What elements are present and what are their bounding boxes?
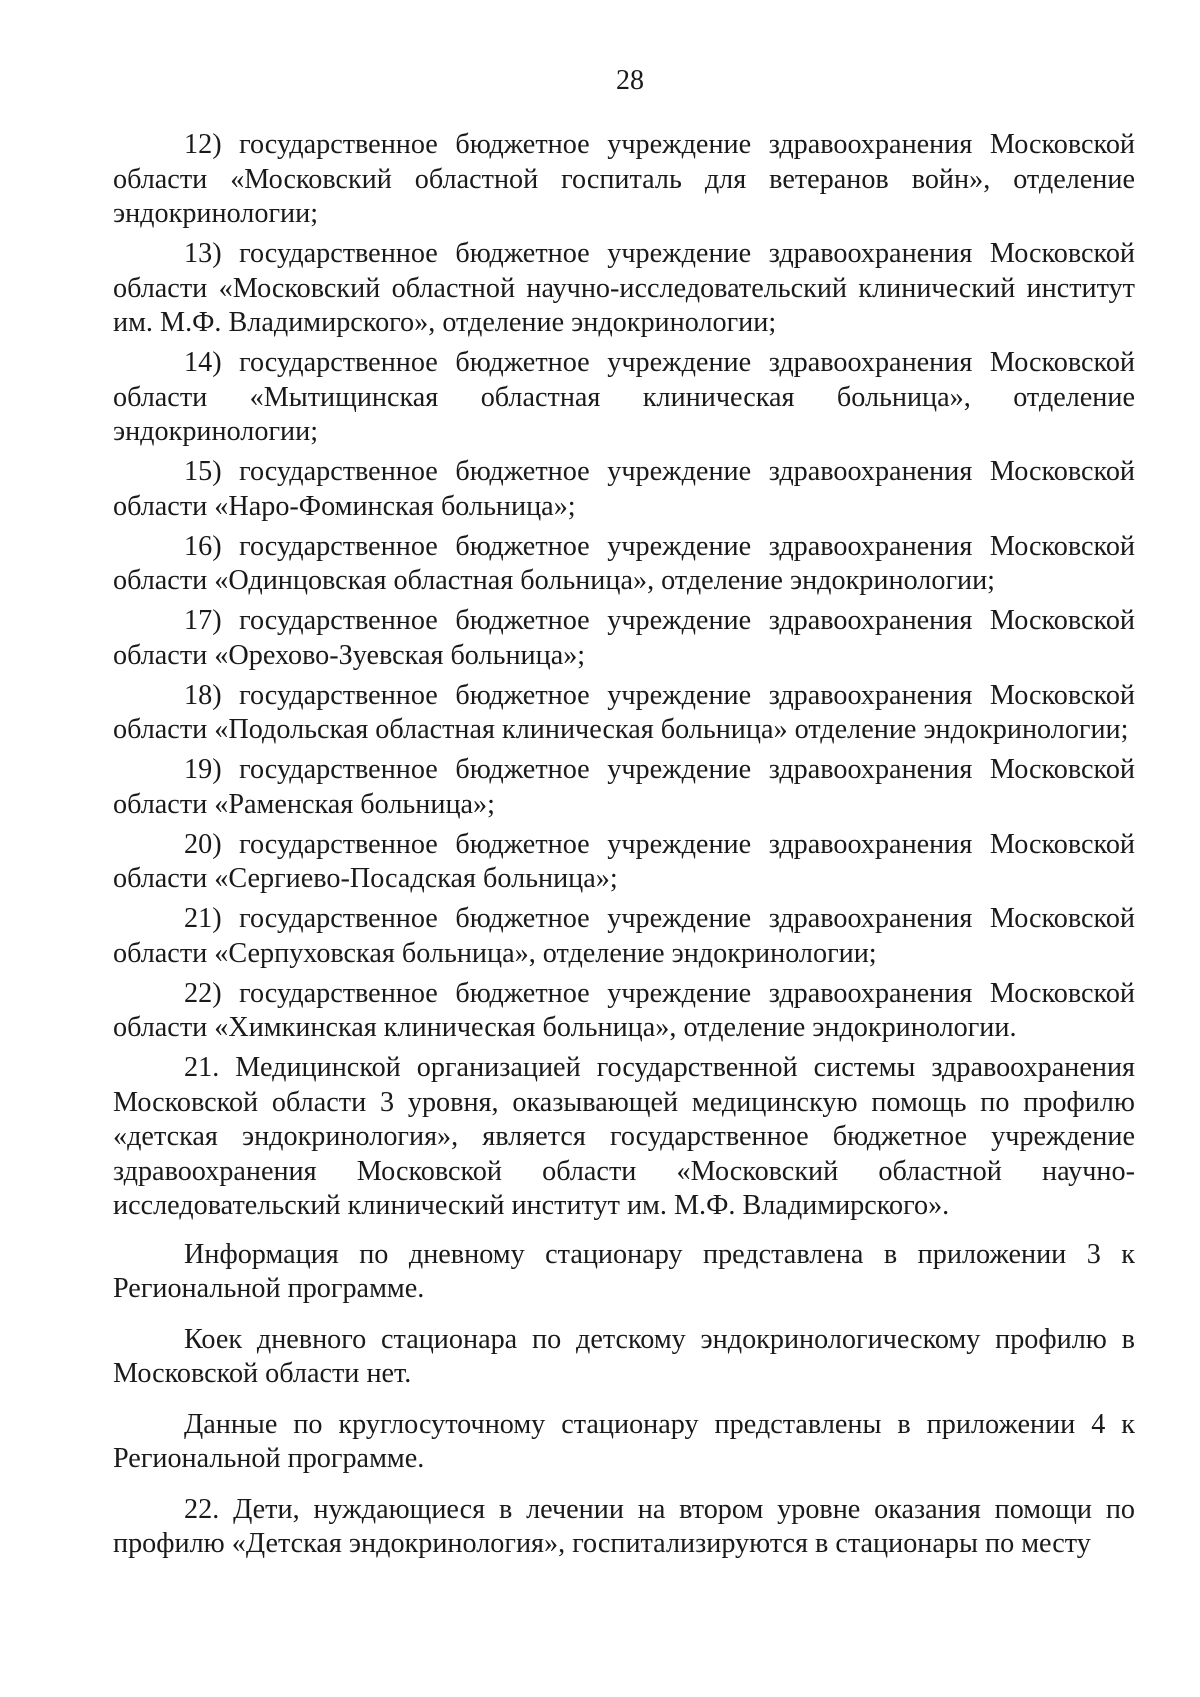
section-number: 21. — [184, 1052, 220, 1083]
section-number: 22. — [184, 1493, 220, 1525]
list-item — [113, 679, 1135, 748]
paragraph-text: Данные по круглосуточному стационару представлены в приложении 4 к Региональной программе. — [113, 1408, 1135, 1474]
list-item-number: 17) — [184, 605, 222, 636]
list-item-number: 14) — [184, 347, 222, 378]
list-item-number: 18) — [184, 679, 222, 711]
body-paragraph — [113, 1323, 1135, 1392]
section-paragraph — [113, 1493, 1135, 1562]
list-item — [113, 346, 1135, 450]
list-item-number: 22) — [184, 977, 222, 1009]
list-item-text: государственное бюджетное учреждение здравоохранения Московской области «Одинцовская областная больница», отделение эндокринологии; — [113, 530, 1135, 596]
list-item-text: государственное бюджетное учреждение здравоохранения Московской области «Московский областной госпиталь для ветеранов войн», отделение эндокринологии; — [113, 129, 1135, 229]
list-item-text: государственное бюджетное учреждение здравоохранения Московской области «Орехово-Зуевская больница»; — [113, 605, 1135, 671]
list-item-text: государственное бюджетное учреждение здравоохранения Московской области «Раменская больница»; — [113, 754, 1135, 820]
list-item-number: 15) — [184, 456, 222, 487]
list-item — [113, 828, 1135, 897]
list-item — [113, 902, 1135, 971]
list-item-text: государственное бюджетное учреждение здравоохранения Московской области «Наро-Фоминская больница»; — [113, 456, 1135, 522]
paragraph-text: Информация по дневному стационару представлена в приложении 3 к Региональной программе. — [113, 1238, 1135, 1304]
paragraph-text: Дети, нуждающиеся в лечении на втором уровне оказания помощи по профилю «Детская эндокринология», госпитализируются в стационары по месту — [113, 1493, 1135, 1559]
list-item-text: государственное бюджетное учреждение здравоохранения Московской области «Московский областной научно-исследовательский клинический институт им. М.Ф. Владимирского», отделение эндокринологии; — [113, 238, 1135, 338]
list-item-number: 21) — [184, 903, 222, 934]
list-item-text: государственное бюджетное учреждение здравоохранения Московской области «Химкинская клиническая больница», отделение эндокринологии. — [113, 977, 1135, 1043]
paragraph-text: Коек дневного стационара по детскому эндокринологическому профилю в Московской области нет. — [113, 1323, 1135, 1389]
paragraph-text: Медицинской организацией государственной системы здравоохранения Московской области 3 уровня, оказывающей медицинскую помощь по профилю «детская эндокринология», является государственное бюджетное учреждение здравоохранения Московской области «Московский областной научно-исследовательский клинический институт им. М.Ф. Владимирского». — [113, 1052, 1136, 1221]
list-item-number: 19) — [184, 754, 222, 785]
list-item — [113, 977, 1135, 1046]
body-paragraph — [113, 1238, 1135, 1307]
list-item — [113, 604, 1135, 673]
list-item-text: государственное бюджетное учреждение здравоохранения Московской области «Мытищинская областная клиническая больница», отделение эндокринологии; — [113, 347, 1135, 447]
list-item — [113, 455, 1135, 524]
list-item-number: 16) — [184, 530, 222, 562]
page-number: 28 — [616, 65, 644, 96]
document-body — [113, 128, 1135, 1578]
list-item — [113, 128, 1135, 232]
list-item-text: государственное бюджетное учреждение здравоохранения Московской области «Сергиево-Посадская больница»; — [113, 828, 1135, 894]
list-item-text: государственное бюджетное учреждение здравоохранения Московской области «Серпуховская больница», отделение эндокринологии; — [113, 903, 1135, 969]
list-item-text: государственное бюджетное учреждение здравоохранения Московской области «Подольская областная клиническая больница» отделение эндокринологии; — [113, 679, 1135, 745]
body-paragraph — [113, 1408, 1135, 1477]
list-item — [113, 237, 1135, 341]
list-item — [113, 530, 1135, 599]
list-item-number: 12) — [184, 129, 222, 160]
list-item-number: 13) — [184, 238, 222, 269]
list-item — [113, 753, 1135, 822]
section-paragraph — [113, 1051, 1135, 1224]
list-item-number: 20) — [184, 828, 222, 860]
